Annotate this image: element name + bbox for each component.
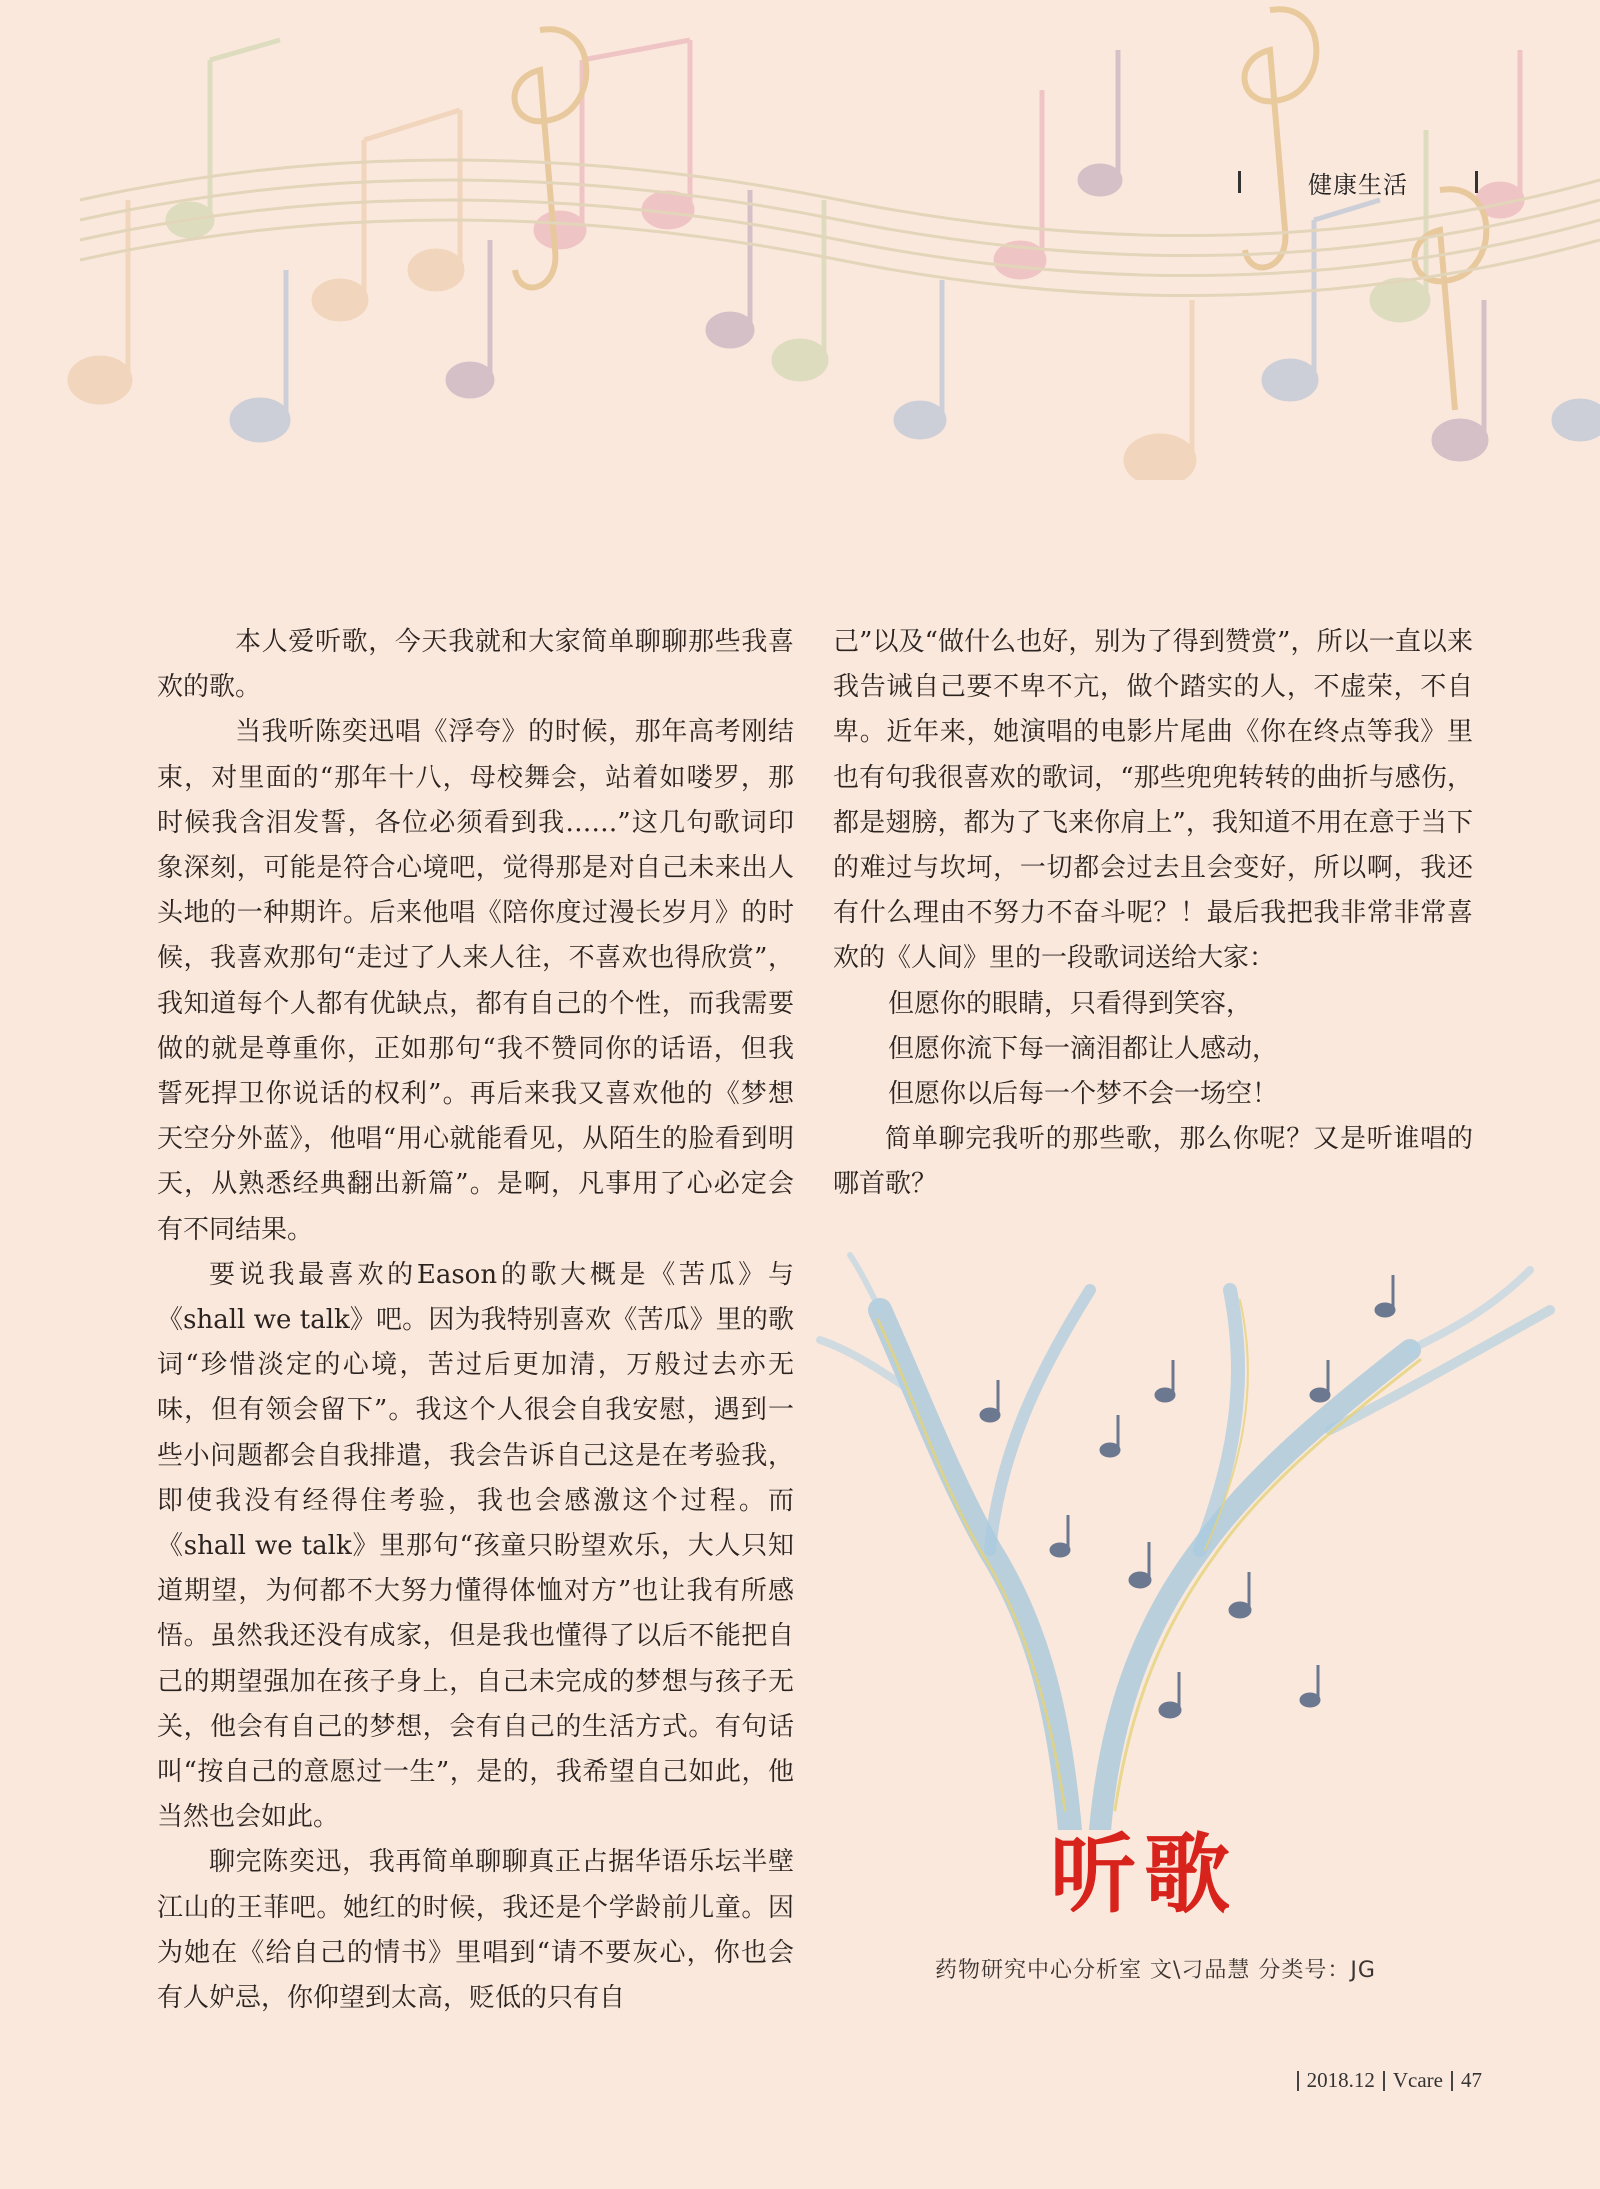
music-notes-banner — [40, 0, 1600, 480]
section-header — [1238, 162, 1478, 202]
paragraph: 简单聊完我听的那些歌，那么你呢？又是听谁唱的哪首歌？ — [833, 1124, 1473, 1200]
divider-bar — [1238, 171, 1241, 193]
section-label: 健康生活 — [1308, 170, 1408, 199]
paragraph: 本人爱听歌，今天我就和大家简单聊聊那些我喜欢的歌。 — [157, 627, 794, 703]
paragraph: 己”以及“做什么也好，别为了得到赞赏”，所以一直以来我告诫自己要不卑不亢，做个踏实的人，不虚荣，不自卑。近年来，她演唱的电影片尾曲《你在终点等我》里也有句我很喜欢的歌词，“那些兜兜转转的曲折与感伤，都是翅膀，都为了飞来你肩上”，我知道不用在意于当下的难过与坎坷，一切都会过去且会变好，所以啊，我还有什么理由不努力不奋斗呢？！最后我把我非常非常喜欢的《人间》里的一段歌词送给大家： — [833, 627, 1473, 974]
article-title: 听歌 — [1050, 1824, 1238, 1925]
divider-bar — [1451, 2071, 1453, 2091]
paragraph: 当我听陈奕迅唱《浮夸》的时候，那年高考刚结束，对里面的“那年十八，母校舞会，站着如喽罗，那时候我含泪发誓，各位必须看到我……”这几句歌词印象深刻，可能是符合心境吧，觉得那是对自己未来出人头地的一种期许。后来他唱《陪你度过漫长岁月》的时候，我喜欢那句“走过了人来人往，不喜欢也得欣赏”，我知道每个人都有优缺点，都有自己的个性，而我需要做的就是尊重你，正如那句“我不赞同你的话语，但我誓死捍卫你说话的权利”。再后来我又喜欢他的《梦想天空分外蓝》，他唱“用心就能看见，从陌生的脸看到明天，从熟悉经典翻出新篇”。是啊，凡事用了心必定会有不同结果。 — [157, 717, 794, 1245]
byline: 药物研究中心分析室 文\刁品慧 分类号：JG — [935, 1958, 1376, 1983]
issue-date: 2018.12 — [1306, 2068, 1375, 2092]
article-column-right — [833, 620, 1473, 1208]
music-tree-illustration — [810, 1250, 1590, 1830]
divider-bar — [1475, 171, 1478, 193]
divider-bar — [1297, 2071, 1299, 2091]
paragraph: 要说我最喜欢的Eason的歌大概是《苦瓜》与《shall we talk》吧。因为我特别喜欢《苦瓜》里的歌词“珍惜淡定的心境，苦过后更加清，万般过去亦无味，但有领会留下”。我这个人很会自我安慰，遇到一些小问题都会自我排遣，我会告诉自己这是在考验我，即使我没有经得住考验，我也会感激这个过程。而《shall we talk》里那句“孩童只盼望欢乐，大人只知道期望，为何都不大努力懂得体恤对方”也让我有所感悟。虽然我还没有成家，但是我也懂得了以后不能把自己的期望强加在孩子身上，自己未完成的梦想与孩子无关，他会有自己的梦想，会有自己的生活方式。有句话叫“按自己的意愿过一生”，是的，我希望自己如此，他当然也会如此。 — [157, 1259, 794, 1833]
paragraph: 聊完陈奕迅，我再简单聊聊真正占据华语乐坛半壁江山的王菲吧。她红的时候，我还是个学龄前儿童。因为她在《给自己的情书》里唱到“请不要灰心，你也会有人妒忌，你仰望到太高，贬低的只有自 — [157, 1847, 794, 2014]
lyric-line: 但愿你以后每一个梦不会一场空！ — [888, 1079, 1279, 1110]
lyric-line: 但愿你的眼睛，只看得到笑容， — [888, 988, 1253, 1019]
article-column-left — [157, 620, 794, 2021]
lyric-line: 但愿你流下每一滴泪都让人感动， — [888, 1033, 1279, 1064]
page-footer — [1297, 2068, 1482, 2093]
page-number: 47 — [1461, 2068, 1482, 2092]
magazine-name: Vcare — [1392, 2068, 1443, 2092]
divider-bar — [1383, 2071, 1385, 2091]
